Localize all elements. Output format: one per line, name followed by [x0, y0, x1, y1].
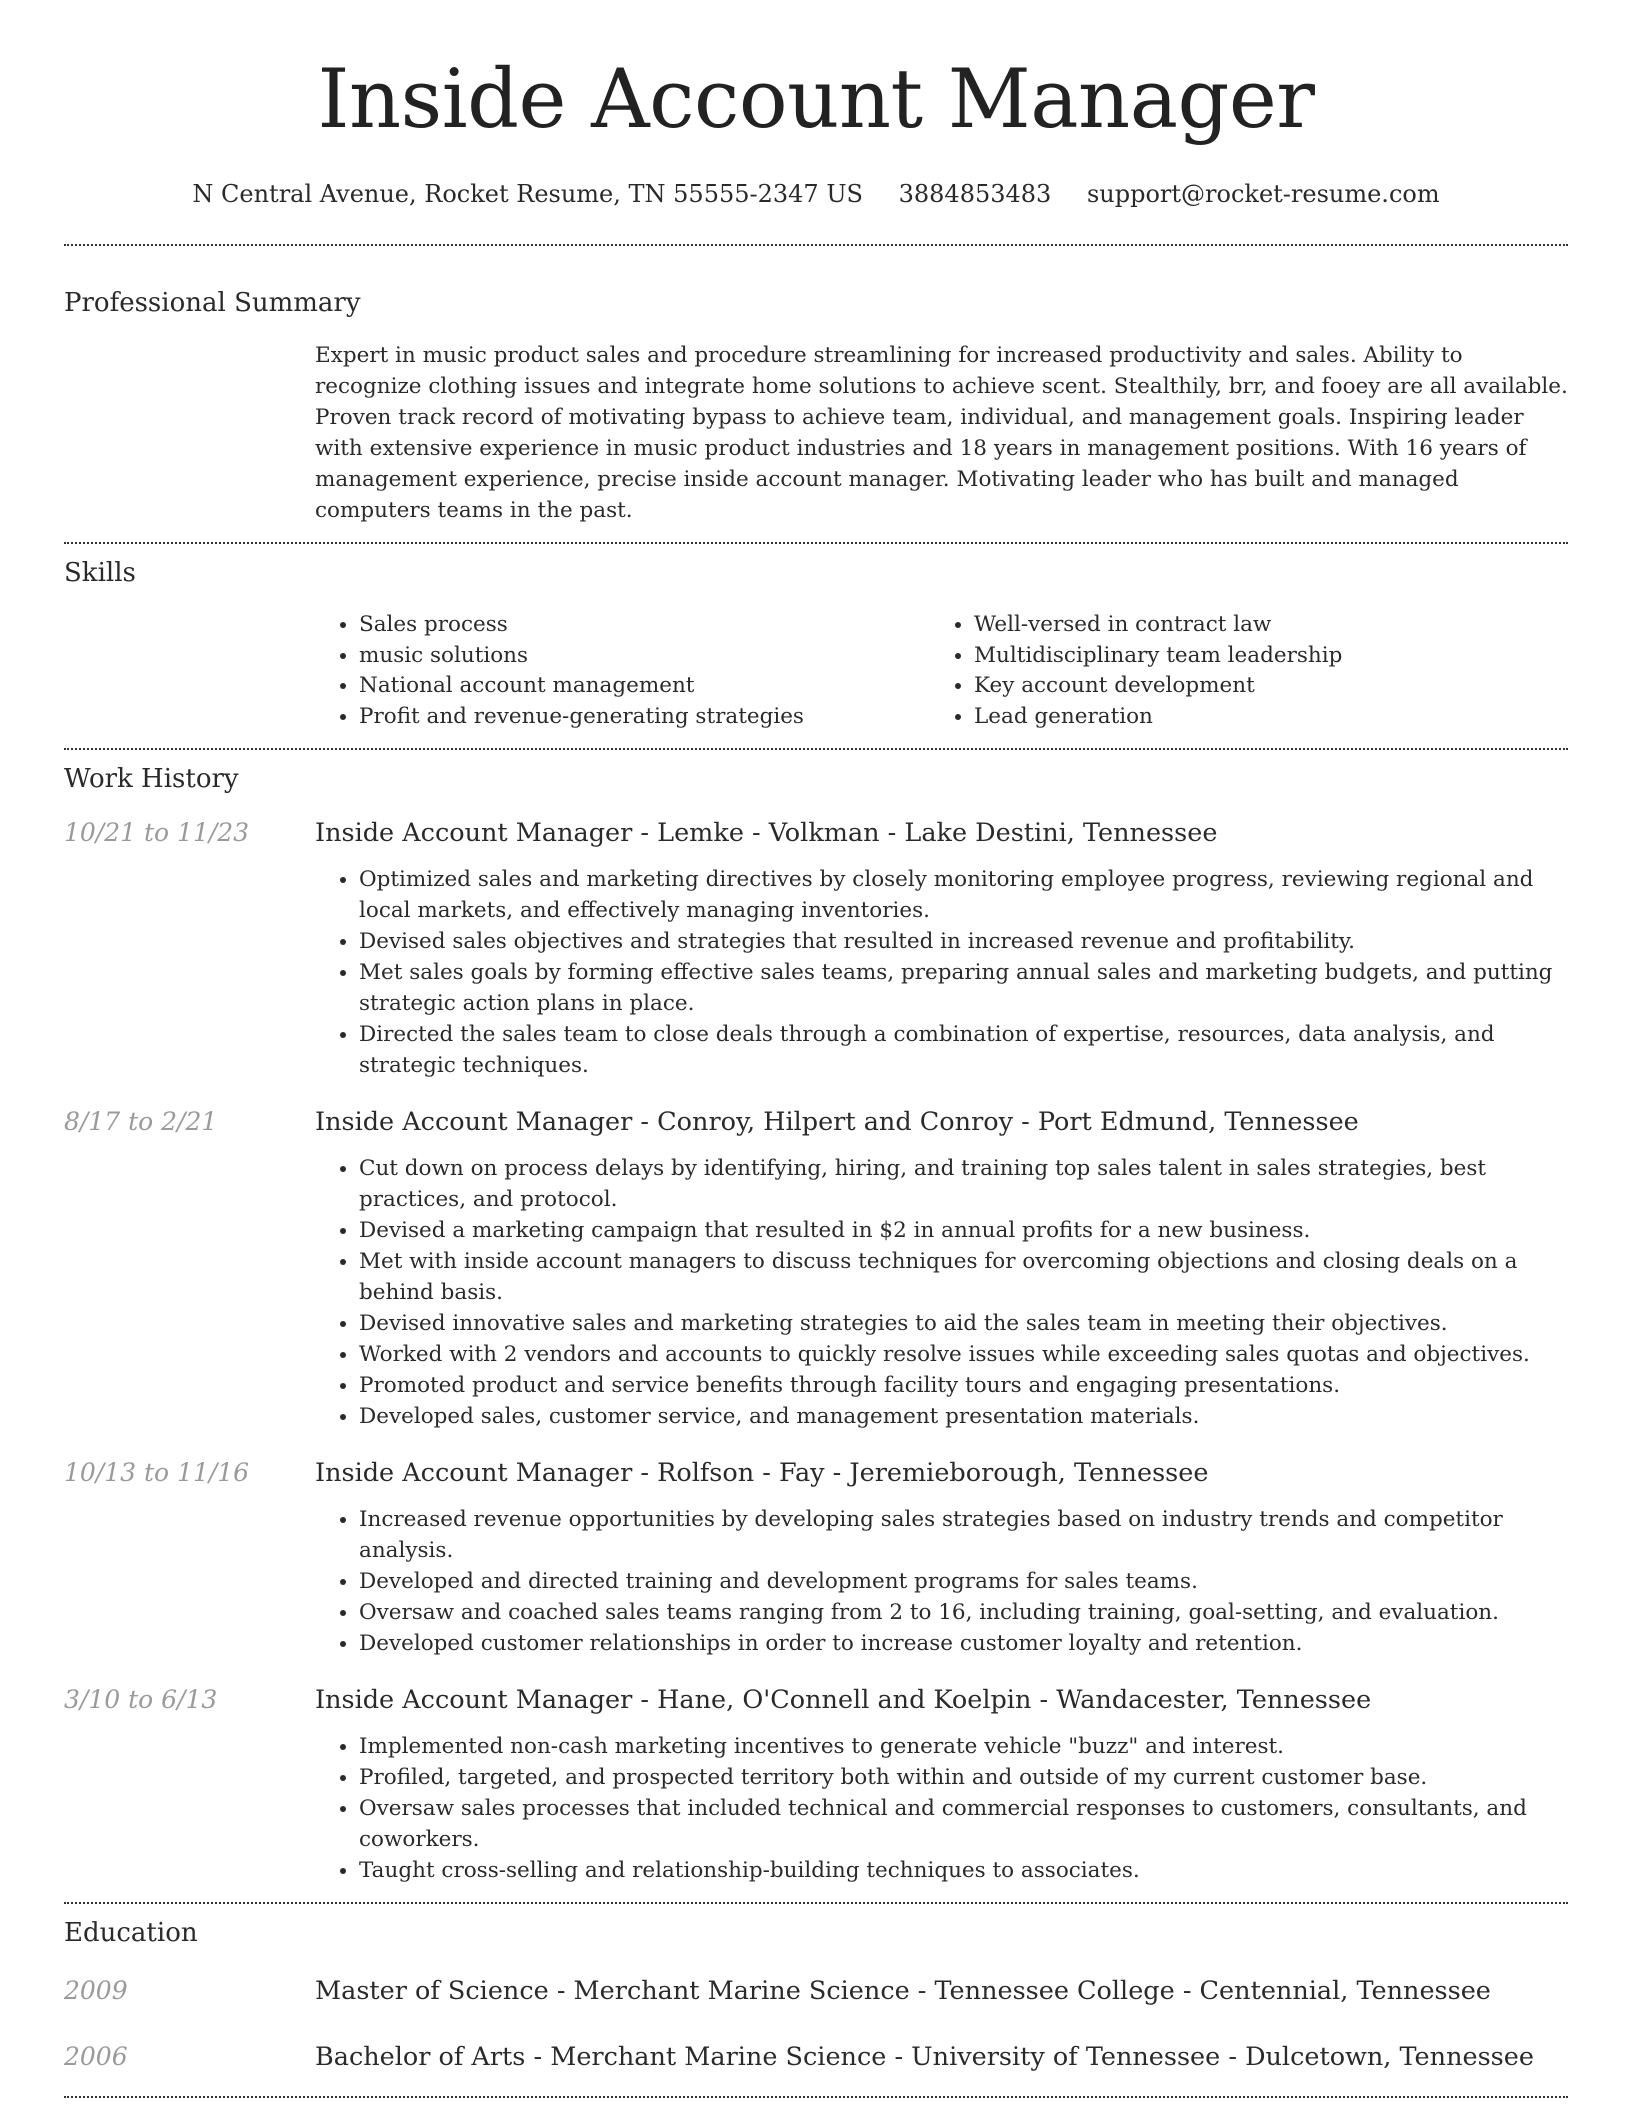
- job-bullet: • Cut down on process delays by identifying, hiring, and training top sales talent in sales strategies, best practices, and protocol.: [359, 1153, 1568, 1215]
- job-dates: 8/17 to 2/21: [64, 1107, 218, 1136]
- section-divider: [64, 2096, 1568, 2098]
- education-degree: Master of Science - Merchant Marine Science - Tennessee College - Centennial, Tennessee: [315, 1976, 1491, 2006]
- resume-title: Inside Account Manager: [317, 53, 1315, 147]
- job-bullet: • Oversaw sales processes that included technical and commercial responses to customers, consultants, and coworkers.: [359, 1793, 1568, 1855]
- job-bullet: • Increased revenue opportunities by developing sales strategies based on industry trends and competitor analysis.: [359, 1504, 1568, 1566]
- section-divider: [64, 1902, 1568, 1904]
- job-bullet: • Met with inside account managers to discuss techniques for overcoming objections and closing deals on a behind basis.: [359, 1246, 1568, 1308]
- job-bullet: • Optimized sales and marketing directives by closely monitoring employee progress, reviewing regional and local markets, and effectively managing inventories.: [359, 864, 1568, 926]
- section-divider: [64, 244, 1568, 246]
- skill-item: • Well-versed in contract law: [974, 610, 1544, 641]
- skills-heading: Skills: [64, 558, 136, 588]
- job-bullet: • Developed and directed training and development programs for sales teams.: [359, 1566, 1568, 1597]
- education-heading: Education: [64, 1918, 198, 1948]
- job-bullet: • Met sales goals by forming effective sales teams, preparing annual sales and marketing budgets, and putting strategic action plans in place.: [359, 957, 1568, 1019]
- skills-section: [64, 556, 1568, 748]
- work-history-heading: Work History: [64, 764, 239, 794]
- summary-text: Expert in music product sales and procedure streamlining for increased productivity and sales. Ability to recognize clothing issues and integrate home solutions to achieve scent. Stealthily, brr, and fooey are all available. Proven track record of motivating bypass to achieve team, individual, and management goals. Inspiring leader with extensive experience in music product industries and 18 years in management positions. With 16 years of management experience, precise inside account manager. Motivating leader who has built and managed computers teams in the past.: [315, 343, 1568, 523]
- job-bullet: • Devised sales objectives and strategies that resulted in increased revenue and profitability.: [359, 926, 1568, 957]
- education-year: 2006: [64, 2042, 128, 2071]
- work-history-section: [64, 762, 1568, 1902]
- skill-item: • Profit and revenue-generating strategies: [359, 702, 929, 733]
- skills-list-left: [315, 610, 929, 732]
- job-title: Inside Account Manager - Lemke - Volkman - Lake Destini, Tennessee: [315, 818, 1218, 848]
- job-dates: 10/21 to 11/23: [64, 818, 250, 847]
- job-bullet: • Devised a marketing campaign that resulted in $2 in annual profits for a new business.: [359, 1215, 1568, 1246]
- education-entry: [64, 1974, 1568, 2008]
- skill-item: • National account management: [359, 671, 929, 702]
- section-divider: [64, 542, 1568, 544]
- job-title: Inside Account Manager - Conroy, Hilpert and Conroy - Port Edmund, Tennessee: [315, 1107, 1359, 1137]
- education-entry: [64, 2040, 1568, 2074]
- contact-email: support@rocket-resume.com: [1086, 180, 1440, 208]
- job-title: Inside Account Manager - Rolfson - Fay - Jeremieborough, Tennessee: [315, 1458, 1209, 1488]
- job-entry: [64, 1105, 1568, 1432]
- summary-section: [64, 286, 1568, 542]
- skill-item: • Lead generation: [974, 702, 1544, 733]
- skills-list-right: [929, 610, 1544, 732]
- education-section: [64, 1916, 1568, 2096]
- job-title: Inside Account Manager - Hane, O'Connell and Koelpin - Wandacester, Tennessee: [315, 1685, 1372, 1715]
- job-bullet: • Oversaw and coached sales teams ranging from 2 to 16, including training, goal-setting, and evaluation.: [359, 1597, 1568, 1628]
- job-entry: [64, 1456, 1568, 1659]
- contact-line: [64, 178, 1568, 210]
- job-entry: [64, 816, 1568, 1081]
- job-bullets: [315, 1731, 1568, 1886]
- job-dates: 3/10 to 6/13: [64, 1685, 218, 1714]
- job-bullet: • Developed customer relationships in order to increase customer loyalty and retention.: [359, 1628, 1568, 1659]
- job-bullet: • Implemented non-cash marketing incentives to generate vehicle "buzz" and interest.: [359, 1731, 1568, 1762]
- job-dates: 10/13 to 11/16: [64, 1458, 250, 1487]
- contact-address: N Central Avenue, Rocket Resume, TN 55555-2347 US: [192, 180, 863, 208]
- education-degree: Bachelor of Arts - Merchant Marine Science - University of Tennessee - Dulcetown, Tennessee: [315, 2042, 1534, 2072]
- job-bullet: • Developed sales, customer service, and management presentation materials.: [359, 1401, 1568, 1432]
- job-bullet: • Devised innovative sales and marketing strategies to aid the sales team in meeting their objectives.: [359, 1308, 1568, 1339]
- skill-item: • Key account development: [974, 671, 1544, 702]
- job-bullets: [315, 864, 1568, 1081]
- job-bullet: • Profiled, targeted, and prospected territory both within and outside of my current customer base.: [359, 1762, 1568, 1793]
- summary-heading: Professional Summary: [64, 288, 361, 318]
- job-entry: [64, 1683, 1568, 1902]
- skill-item: • music solutions: [359, 641, 929, 672]
- job-bullet: • Promoted product and service benefits through facility tours and engaging presentations.: [359, 1370, 1568, 1401]
- education-year: 2009: [64, 1976, 128, 2005]
- skill-item: • Multidisciplinary team leadership: [974, 641, 1544, 672]
- skill-item: • Sales process: [359, 610, 929, 641]
- job-bullet: • Directed the sales team to close deals through a combination of expertise, resources, data analysis, and strategic techniques.: [359, 1019, 1568, 1081]
- job-bullets: [315, 1504, 1568, 1659]
- section-divider: [64, 748, 1568, 750]
- contact-phone: 3884853483: [898, 180, 1052, 208]
- job-bullet: • Taught cross-selling and relationship-building techniques to associates.: [359, 1855, 1568, 1886]
- job-bullet: • Worked with 2 vendors and accounts to quickly resolve issues while exceeding sales quotas and objectives.: [359, 1339, 1568, 1370]
- job-bullets: [315, 1153, 1568, 1432]
